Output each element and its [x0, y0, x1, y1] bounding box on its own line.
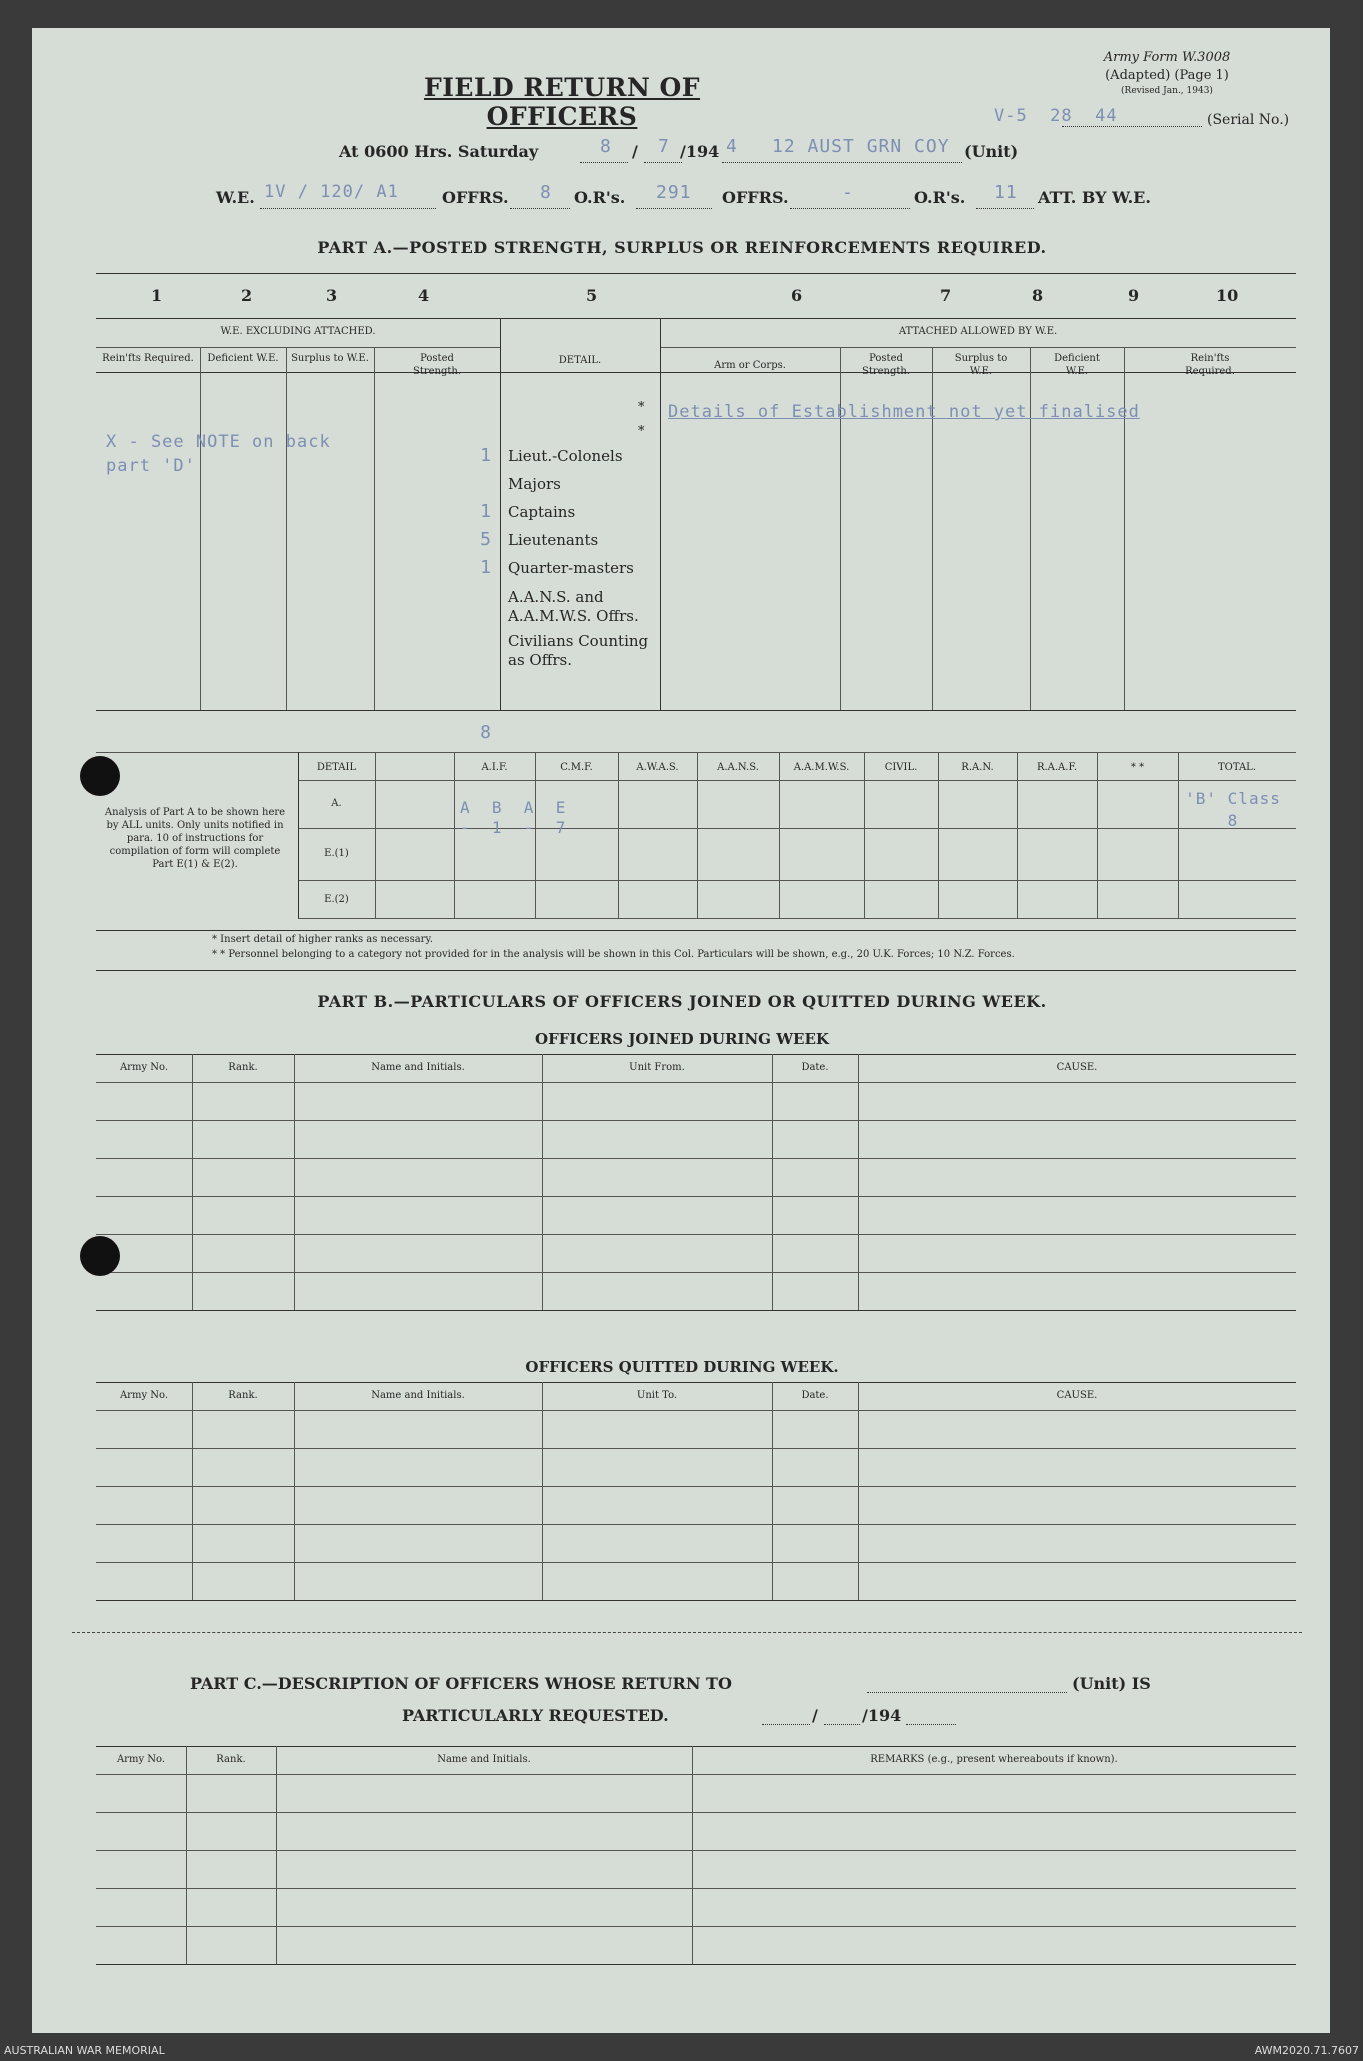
typed-analysis-aif: A B A E - 1 - 7 [460, 798, 567, 837]
rank-civilians: Civilians Counting as Offrs. [508, 632, 649, 669]
footnote-1: * Insert detail of higher ranks as necessary. [212, 934, 433, 945]
col-num-10: 10 [1216, 286, 1239, 305]
ors2-label: O.R's. [914, 188, 966, 207]
col-num-5: 5 [586, 286, 598, 305]
col-head-1: Rein'fts Required. [102, 353, 194, 364]
quitted-head-cause: CAUSE. [1056, 1390, 1098, 1401]
part-a-title: PART A.—POSTED STRENGTH, SURPLUS OR REINFORCEMENTS REQUIRED. [317, 238, 1047, 257]
rank-list [508, 442, 656, 670]
col-head-6: Arm or Corps. [714, 360, 786, 371]
date-day: 8 [600, 136, 612, 157]
joined-head-rank: Rank. [228, 1062, 258, 1073]
col-num-9: 9 [1128, 286, 1140, 305]
part-c-head-rank: Rank. [216, 1754, 246, 1765]
offrs-value: 8 [540, 182, 552, 203]
col-num-4: 4 [418, 286, 430, 305]
col-head-2: Deficient W.E. [207, 353, 279, 364]
form-ref-line2: (Adapted) (Page 1) [1105, 68, 1229, 83]
quitted-head-rank: Rank. [228, 1390, 258, 1401]
analysis-head-raaf: R.A.A.F. [1036, 762, 1078, 773]
col-head-5: DETAIL. [558, 355, 602, 366]
typed-note-right: Details of Establishment not yet finalised [668, 402, 1140, 422]
rank-captains: Captains [508, 503, 576, 521]
analysis-head-awas: A.W.A.S. [636, 762, 679, 773]
form-sheet: Army Form W.3008 (Adapted) (Page 1) (Revised Jan., 1943) FIELD RETURN OF OFFICERS V-5 28 44 (Serial No.) At 0600 Hrs. Saturday 8 / 7 /194 4 12 AUST GRN COY (Unit) W.E. 1V / 120/ A1 OFFRS. 8 O.R's. 291 OFFRS. - O.R's. 11 ATT. BY W.E. PART A.—POSTED STRENGTH, SURPLUS OR REINFORCEMENTS REQUIRED. 1 2 3 4 5 6 7 8 9 10 W.E. EXCLUDING ATTACHED. ATTACHED ALLOWED BY W.E. Rein'fts Required. Deficient W.E. Surplus to W.E. Posted Strength. DETAIL. Arm or Corps. Posted Strength. Surplus to W.E. Deficient W.E. Rein'fts Required. * * X - See NOTE on back part 'D' Details of Establishment not yet finalised Lieut.-Colonels Majors Captains Lieutenants Quarter-masters A.A.N.S. and A.A.M.W.S. Offrs. Civilians Counting as Offrs. 1 1 5 1 8 Analysis of Part A to be shown here by ALL units. Only units notified in para. 10 of instructions for compilation of form will complete Part E(1) & E(2). DETAIL A.I.F. C.M.F. A.W.A.S. A.A.N.S. A.A.M.W.S. CIVIL. R.A.N. R.A.A.F. * * TOTAL. A. E.(1) E.(2) A B A E - 1 - 7 'B' Class 8 * Insert detail of higher ranks as necessary. * * Personnel belonging to a category not provided for in the analysis will be shown in this Col. Particulars will be shown, e.g., 20 U.K. Forces; 10 N.Z. Forces. PART B.—PARTICULARS OF OFFICERS JOINED OR QUITTED DURING WEEK. OFFICERS JOINED DURING WEEK Army No. Rank. Name and Initials. Unit From. Date. CAUSE. OFFICERS QUITTED DURING WEEK. Army No. Rank. Name and Initials. Unit To. Date. CAUSE. PART C.—DESCRIPTION OF OFFICERS WHOSE RETURN TO (Unit) IS PARTICULARLY REQUESTED. / /194 Army No. Rank. Name and Initials. REMARKS (e.g., present whereabouts if known). [32, 28, 1330, 2033]
rank-lieut-colonels: Lieut.-Colonels [508, 447, 623, 465]
posted-total: 8 [480, 722, 492, 743]
serial-label: (Serial No.) [1207, 112, 1290, 128]
col-num-7: 7 [940, 286, 952, 305]
form-ref-line1: Army Form W.3008 [1103, 50, 1231, 65]
ors-value: 291 [656, 182, 692, 203]
part-c-line1: PART C.—DESCRIPTION OF OFFICERS WHOSE RETURN TO [190, 1674, 732, 1693]
col-head-9: Deficient W.E. [1054, 353, 1100, 377]
analysis-head-other: * * [1130, 762, 1145, 773]
unit-name: 12 AUST GRN COY [772, 136, 950, 157]
rank-majors: Majors [508, 475, 561, 493]
quitted-head-date: Date. [801, 1390, 829, 1401]
quitted-title: OFFICERS QUITTED DURING WEEK. [525, 1358, 839, 1376]
col-head-7: Posted Strength. [861, 353, 911, 377]
part-c-head-remarks: REMARKS (e.g., present whereabouts if known). [870, 1754, 1118, 1765]
col-head-10: Rein'fts Required. [1185, 353, 1235, 377]
offrs2-value: - [842, 182, 854, 203]
asterisk-2: * [638, 424, 645, 439]
typed-note-left: X - See NOTE on back part 'D' [106, 432, 331, 476]
quitted-head-army-no: Army No. [119, 1390, 169, 1401]
analysis-head-aif: A.I.F. [481, 762, 508, 773]
analysis-head-total: TOTAL. [1217, 762, 1257, 773]
unit-label: (Unit) [964, 142, 1019, 161]
col-num-8: 8 [1032, 286, 1044, 305]
form-reference [1062, 50, 1272, 65]
we-value: 1V / 120/ A1 [264, 182, 399, 202]
col-head-8: Surplus to W.E. [954, 353, 1008, 377]
analysis-row-a: A. [331, 798, 342, 809]
serial-number: V-5 28 44 [994, 106, 1118, 126]
offrs-label: OFFRS. [442, 188, 509, 207]
posted-majors [462, 470, 492, 498]
posted-captains: 1 [480, 501, 492, 522]
joined-head-name: Name and Initials. [371, 1062, 465, 1073]
we-label: W.E. [216, 188, 255, 207]
footer-left: AUSTRALIAN WAR MEMORIAL [4, 2044, 165, 2057]
col-num-2: 2 [241, 286, 253, 305]
analysis-row-e2: E.(2) [324, 894, 349, 905]
date-year-digit: 4 [726, 136, 738, 157]
posted-quarter-masters: 1 [480, 557, 492, 578]
analysis-head-ran: R.A.N. [961, 762, 994, 773]
date-month: 7 [658, 136, 670, 157]
col-num-3: 3 [326, 286, 338, 305]
asterisk-1: * [638, 400, 645, 415]
posted-lieut-colonels: 1 [480, 445, 492, 466]
analysis-head-civil: CIVIL. [884, 762, 918, 773]
col-num-6: 6 [791, 286, 803, 305]
footer-right: AWM2020.71.7607 [1254, 2044, 1359, 2057]
punch-hole-bottom [80, 1236, 120, 1276]
offrs2-label: OFFRS. [722, 188, 789, 207]
part-c-year-prefix: /194 [862, 1706, 902, 1725]
punch-hole-top [80, 756, 120, 796]
rank-quarter-masters: Quarter-masters [508, 559, 634, 577]
analysis-note: Analysis of Part A to be shown here by ALL units. Only units notified in para. 10 of instructions for compilation of form will complete Part E(1) & E(2). [104, 807, 286, 870]
posted-values [462, 442, 492, 582]
analysis-head-aans: A.A.N.S. [717, 762, 759, 773]
column-numbers [96, 286, 1296, 308]
ors2-value: 11 [994, 182, 1018, 203]
page-title: FIELD RETURN OF OFFICERS [423, 73, 701, 131]
analysis-head-aamws: A.A.M.W.S. [793, 762, 850, 773]
rank-lieutenants: Lieutenants [508, 531, 599, 549]
analysis-row-e1: E.(1) [324, 848, 349, 859]
footnote-2: * * Personnel belonging to a category not provided for in the analysis will be shown in this Col. Particulars will be shown, e.g., 20 U.K. Forces; 10 N.Z. Forces. [212, 949, 1015, 960]
joined-head-date: Date. [801, 1062, 829, 1073]
group-left-header: W.E. EXCLUDING ATTACHED. [220, 326, 376, 337]
part-c-unit-is: (Unit) IS [1072, 1674, 1151, 1693]
posted-lieutenants: 5 [480, 529, 492, 550]
analysis-head-cmf: C.M.F. [560, 762, 593, 773]
cut-line [72, 1632, 1302, 1633]
part-c-head-name: Name and Initials. [437, 1754, 531, 1765]
typed-analysis-total: 'B' Class 8 [1185, 789, 1281, 830]
part-c-head-army-no: Army No. [116, 1754, 166, 1765]
joined-head-army-no: Army No. [119, 1062, 169, 1073]
part-b-title: PART B.—PARTICULARS OF OFFICERS JOINED OR QUITTED DURING WEEK. [317, 992, 1047, 1011]
col-head-3: Surplus to W.E. [291, 353, 369, 364]
group-right-header: ATTACHED ALLOWED BY W.E. [898, 326, 1058, 337]
analysis-head-detail: DETAIL [316, 762, 357, 773]
joined-head-cause: CAUSE. [1056, 1062, 1098, 1073]
joined-head-unit-from: Unit From. [629, 1062, 685, 1073]
col-head-4: Posted Strength. [412, 353, 462, 377]
form-ref-line3: (Revised Jan., 1943) [1121, 86, 1213, 96]
date-year-prefix: /194 [680, 142, 720, 161]
col-num-1: 1 [151, 286, 163, 305]
rank-aans: A.A.N.S. and A.A.M.W.S. Offrs. [508, 588, 639, 625]
part-c-line2: PARTICULARLY REQUESTED. [402, 1706, 669, 1725]
att-label: ATT. BY W.E. [1038, 188, 1151, 207]
joined-title: OFFICERS JOINED DURING WEEK [535, 1030, 829, 1048]
quitted-head-name: Name and Initials. [371, 1390, 465, 1401]
time-prefix: At 0600 Hrs. Saturday [339, 142, 539, 161]
ors-label: O.R's. [574, 188, 626, 207]
quitted-head-unit-to: Unit To. [636, 1390, 678, 1401]
